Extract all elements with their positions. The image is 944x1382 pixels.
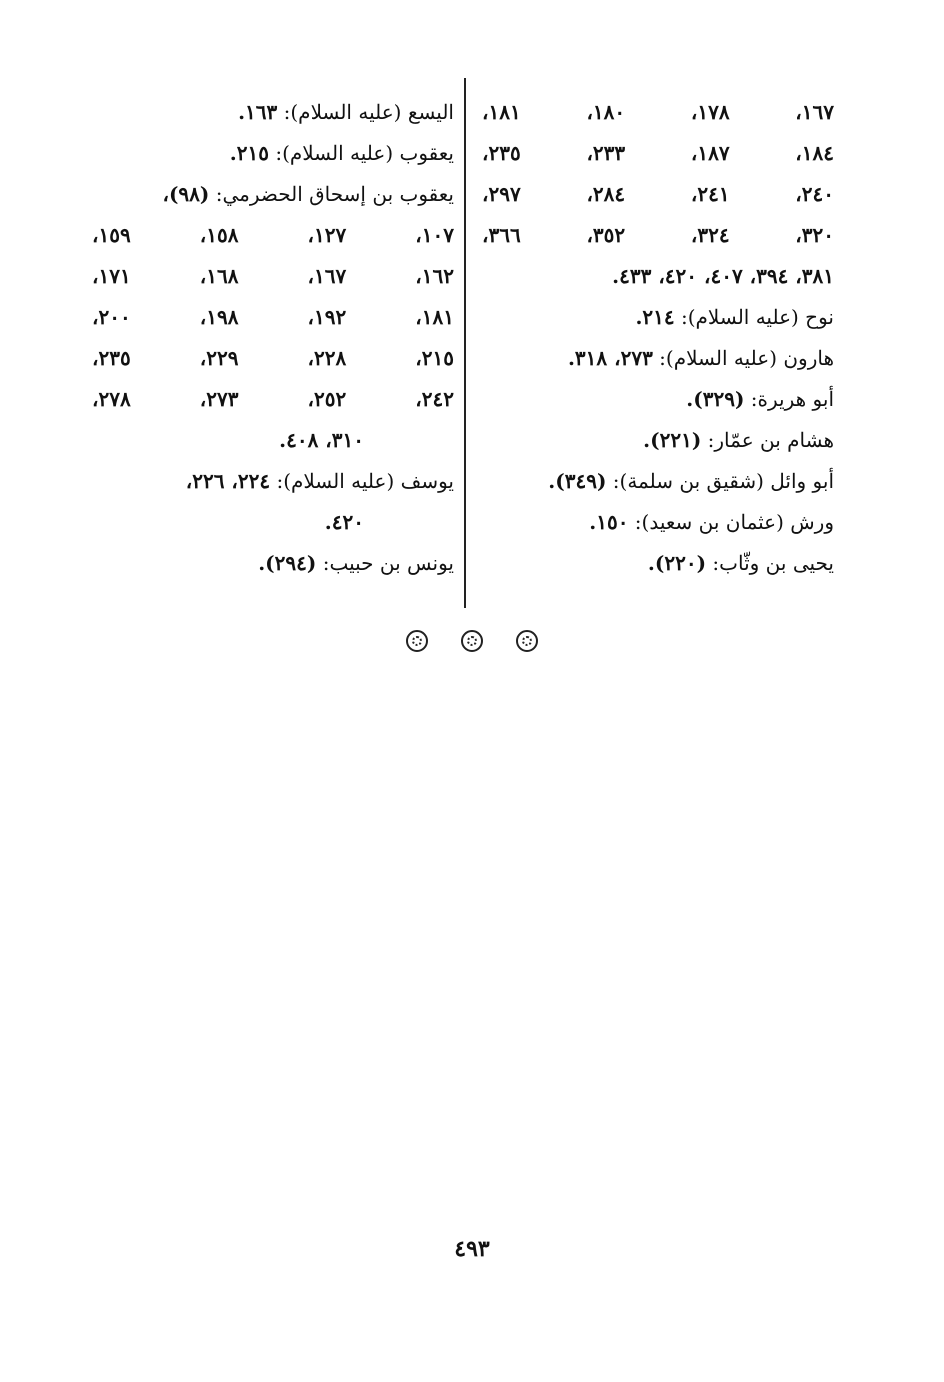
page-numbers-row: ٢١٥، ٢٢٨، ٢٢٩، ٢٣٥، <box>92 346 454 370</box>
page-numbers-row: ١٦٧، ١٧٨، ١٨٠، ١٨١، <box>482 100 834 124</box>
page-numbers-row: ١٨٤، ١٨٧، ٢٣٣، ٢٣٥، <box>482 141 834 165</box>
page-numbers-row-end: ٣٨١، ٣٩٤، ٤٠٧، ٤٢٠، ٤٣٣. <box>612 264 834 288</box>
index-entry-harun: هارون (عليه السلام): ٢٧٣، ٣١٨. <box>567 346 834 370</box>
page-numbers-row-end: ٣١٠، ٤٠٨. <box>279 428 364 452</box>
index-entry-abu-hurayra: أبو هريرة: (٣٢٩). <box>686 387 834 411</box>
page-numbers-row: ١٠٧، ١٢٧، ١٥٨، ١٥٩، <box>92 223 454 247</box>
column-divider <box>464 78 466 608</box>
rosette-ornament-icon <box>461 630 483 652</box>
index-entry-abu-wail: أبو وائل (شقيق بن سلمة): (٣٤٩). <box>548 469 834 493</box>
index-entry-alyasa: اليسع (عليه السلام): ١٦٣. <box>238 100 454 124</box>
page-numbers-row: ١٨١، ١٩٢، ١٩٨، ٢٠٠، <box>92 305 454 329</box>
index-entry-yaqub: يعقوب (عليه السلام): ٢١٥. <box>229 141 454 165</box>
index-entry-warsh: ورش (عثمان بن سعيد): ١٥٠. <box>589 510 834 534</box>
page-numbers-row: ٢٤٠، ٢٤١، ٢٨٤، ٢٩٧، <box>482 182 834 206</box>
index-entry-yusuf-continued: ٤٢٠. <box>324 510 364 534</box>
rosette-ornament-icon <box>516 630 538 652</box>
section-end-ornaments <box>0 630 944 656</box>
page-number: ٤٩٣ <box>454 1236 490 1262</box>
index-entry-yunus: يونس بن حبيب: (٢٩٤). <box>258 551 454 575</box>
index-entry-nuh: نوح (عليه السلام): ٢١٤. <box>635 305 834 329</box>
page-numbers-row: ٢٤٢، ٢٥٢، ٢٧٣، ٢٧٨، <box>92 387 454 411</box>
index-entry-hisham: هشام بن عمّار: (٢٢١). <box>643 428 834 452</box>
right-column <box>482 92 834 584</box>
index-entry-yusuf: يوسف (عليه السلام): ٢٢٤، ٢٢٦، <box>185 469 454 493</box>
rosette-ornament-icon <box>406 630 428 652</box>
index-entry-yahya: يحيى بن وثّاب: (٢٢٠). <box>647 551 834 575</box>
page-numbers-row: ٣٢٠، ٣٢٤، ٣٥٢، ٣٦٦، <box>482 223 834 247</box>
index-entry-yaqub-hadrami: يعقوب بن إسحاق الحضرمي: (٩٨)، <box>162 182 454 206</box>
page-numbers-row: ١٦٢، ١٦٧، ١٦٨، ١٧١، <box>92 264 454 288</box>
left-column <box>92 92 454 584</box>
